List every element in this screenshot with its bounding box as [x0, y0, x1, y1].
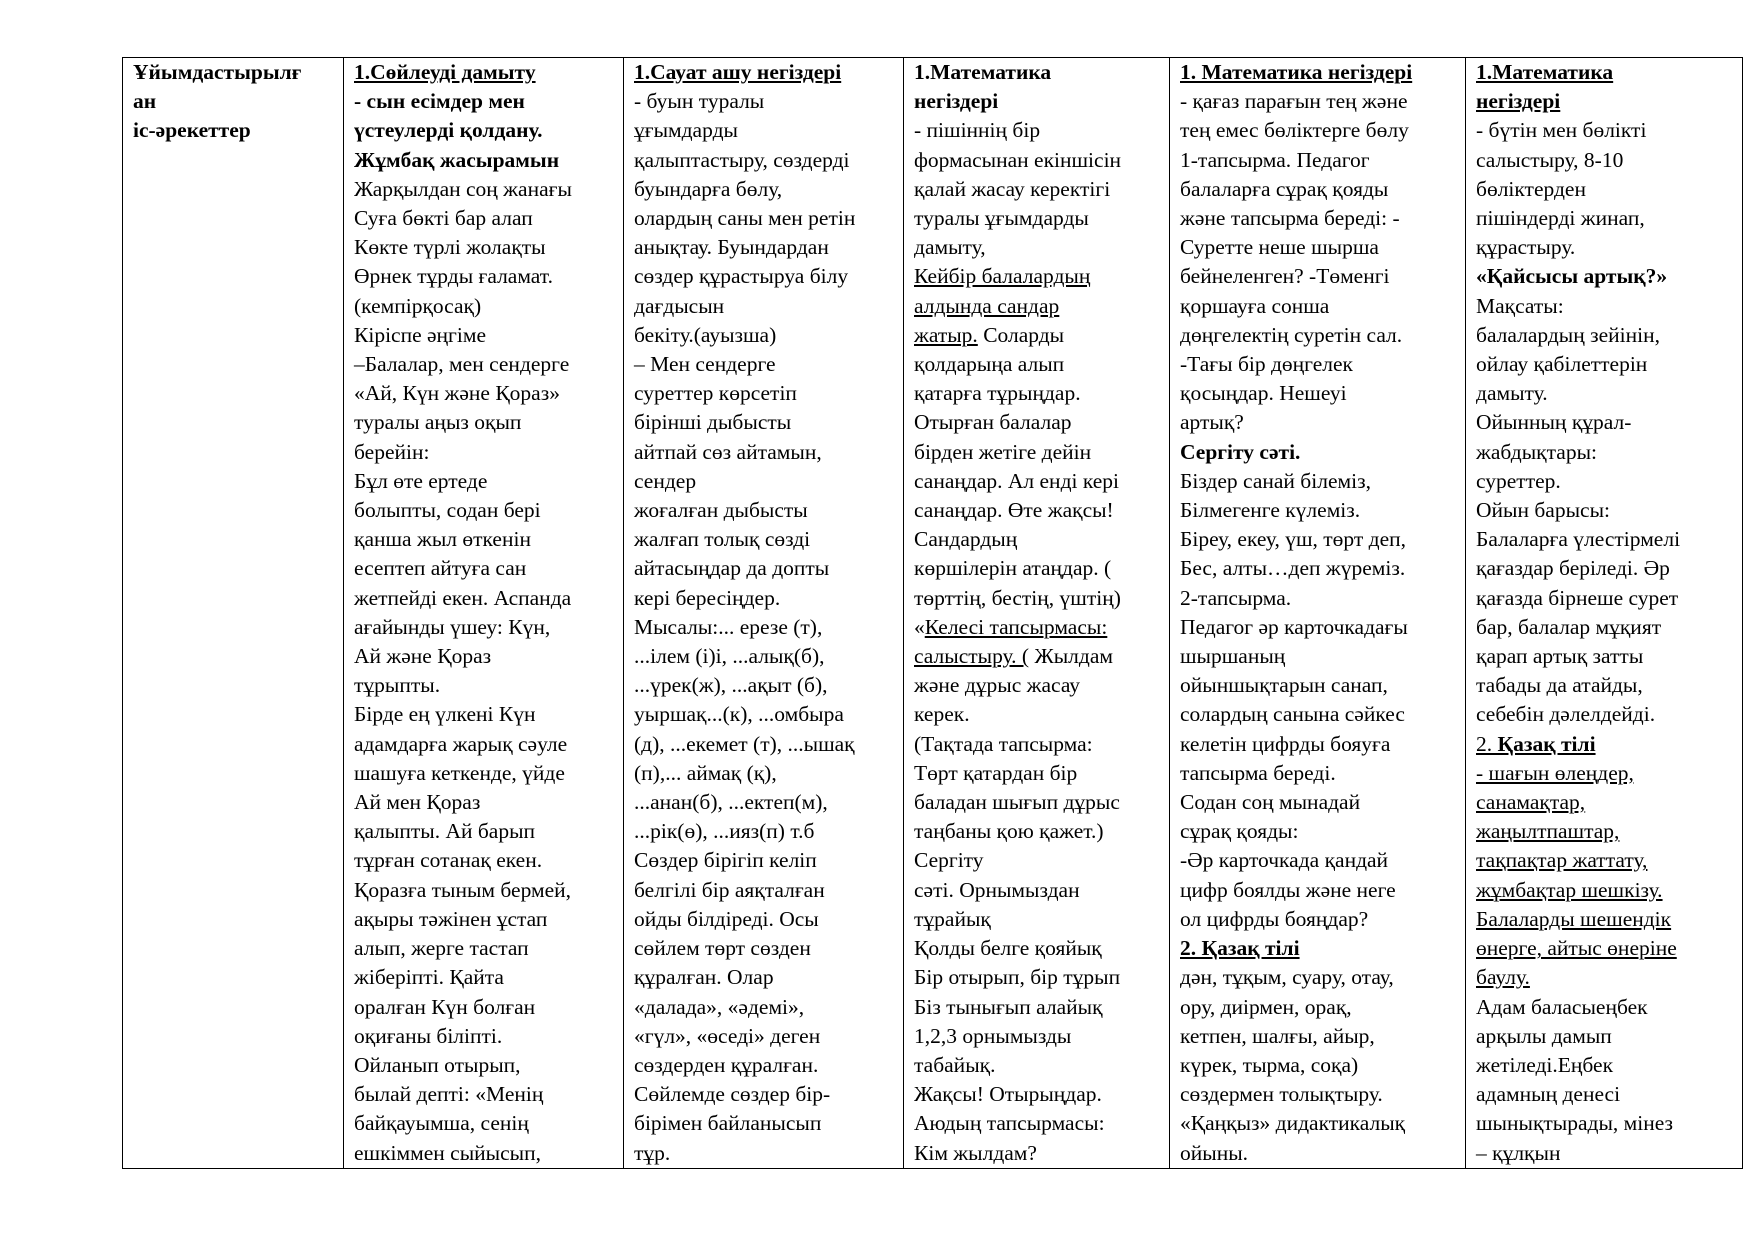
text-fragment: жатыр. [914, 322, 978, 347]
text-line: ...үрек(ж), ...ақыт (б), [634, 673, 828, 698]
text-line: Сергіту сәті. [1180, 439, 1301, 464]
text-line: - шағын өлеңдер, [1476, 760, 1634, 785]
text-line: Ай мен Қораз [354, 790, 481, 815]
text-line: «Қайсысы артық?» [1476, 264, 1668, 289]
text-line: негіздері [1476, 89, 1561, 114]
text-line: ...ілем (і)і, ...алық(б), [634, 644, 825, 669]
text-fragment: салыстыру. ( [914, 644, 1030, 669]
text-line: бірімен байланысып [634, 1111, 822, 1136]
text-line: кетпен, шалғы, айыр, [1180, 1023, 1375, 1048]
mathematics-kazakh-cell [1170, 58, 1466, 1169]
literacy-basics-cell [624, 58, 904, 1169]
text-line: және тапсырма береді: - [1180, 206, 1400, 231]
text-line: (Тақтада тапсырма: [914, 731, 1093, 756]
text-line: келетін цифрды бояуға [1180, 731, 1391, 756]
text-line: табады да атайды, [1476, 673, 1643, 698]
text-line: ұғымдарды [634, 118, 738, 143]
text-line: қоршауға сонша [1180, 293, 1330, 318]
text-line: жіберіпті. Қайта [354, 965, 504, 990]
text-line: Адам баласыеңбек [1476, 994, 1648, 1019]
text-line: айтпай сөз айтамын, [634, 439, 822, 464]
text-line [914, 613, 1163, 642]
text-line: күрек, тырма, соқа) [1180, 1052, 1359, 1077]
text-line: бар, балалар мұқият [1476, 614, 1662, 639]
text-line: ...рік(ө), ...ияз(п) т.б [634, 819, 815, 844]
text-line [1476, 730, 1736, 759]
text-line: айтасыңдар да допты [634, 556, 830, 581]
text-line: қағаздар беріледі. Әр [1476, 556, 1670, 581]
text-line: «далада», «әдемі», [634, 994, 805, 1019]
text-line: Кім жылдам? [914, 1140, 1037, 1165]
text-line: «Ай, Күн және Қораз» [354, 381, 560, 406]
text-line: санамақтар, [1476, 790, 1586, 815]
text-line: пішіндерді жинап, [1476, 206, 1645, 231]
text-line: Кіріспе әңгіме [354, 322, 486, 347]
text-line: шашуға кеткенде, үйде [354, 760, 565, 785]
text-line: сөздерден құралған. [634, 1052, 819, 1077]
text-line: Ұйымдастырылғ [133, 60, 302, 84]
text-line: дамыту, [914, 235, 986, 260]
text-line: және дұрыс жасау [914, 673, 1081, 698]
text-line: сөздермен толықтыру. [1180, 1082, 1383, 1107]
text-line: қалыптастыру, сөздерді [634, 147, 850, 172]
text-line: бірден жетіге дейін [914, 439, 1092, 464]
text-line: ойлау қабілеттерін [1476, 352, 1648, 377]
text-line: адамдарға жарық сәуле [354, 731, 568, 756]
text-line: кері бересіңдер. [634, 585, 781, 610]
text-line: көршілерін атаңдар. ( [914, 556, 1112, 581]
text-line: оқиғаны біліпті. [354, 1023, 503, 1048]
text-line: Кейбір балалардың [914, 264, 1091, 289]
text-line: 1.Сөйлеуді дамыту [354, 60, 536, 84]
text-line: сөйлем төрт сөзден [634, 936, 811, 961]
text-line: Отырған балалар [914, 410, 1072, 435]
text-line: Біреу, екеу, үш, төрт деп, [1180, 527, 1407, 552]
text-line: Аюдың тапсырмасы: [914, 1111, 1105, 1136]
text-line: Содан соң мынадай [1180, 790, 1361, 815]
text-line: негіздері [914, 89, 999, 114]
text-line [914, 642, 1163, 671]
text-line: болыпты, содан бері [354, 498, 541, 523]
text-line: олардың саны мен ретін [634, 206, 856, 231]
text-line: байқауымша, сенің [354, 1111, 529, 1136]
text-line: Жұмбақ жасырамын [354, 147, 560, 172]
text-line: Сергіту [914, 848, 984, 873]
text-line: ол цифрды бояңдар? [1180, 906, 1369, 931]
text-line: Бір отырып, бір тұрып [914, 965, 1121, 990]
text-line: Ойынның құрал- [1476, 410, 1632, 435]
text-line: – Мен сендерге [634, 352, 776, 377]
text-line: солардың санына сәйкес [1180, 702, 1405, 727]
text-line: - бүтін мен бөлікті [1476, 118, 1647, 143]
text-line: үстеулерді қолдану. [354, 118, 543, 143]
text-line: төрттің, бестің, үштің) [914, 585, 1121, 610]
text-line: жаңылтпаштар, [1476, 819, 1620, 844]
text-line: - буын туралы [634, 89, 765, 114]
text-line: бейнеленген? -Төменгі [1180, 264, 1390, 289]
text-line: ешкіммен сыйысып, [354, 1140, 541, 1165]
text-line: бекіту.(ауызша) [634, 322, 777, 347]
text-line: - қағаз парағын тең және [1180, 89, 1408, 114]
text-line: –Балалар, мен сендерге [354, 352, 570, 377]
text-line: сендер [634, 468, 697, 493]
text-line: Педагог әр карточкадағы [1180, 614, 1408, 639]
table-row [123, 58, 1743, 1169]
text-line: ақыры тәжінен ұстап [354, 906, 548, 931]
text-line: дамыту. [1476, 381, 1548, 406]
text-line: санаңдар. Өте жақсы! [914, 498, 1114, 523]
text-line: алдында сандар [914, 293, 1060, 318]
text-line: есептеп айтуға сан [354, 556, 527, 581]
text-line: (кемпірқосақ) [354, 293, 482, 318]
text-line: құралған. Олар [634, 965, 774, 990]
text-fragment: Қазақ тілі [1497, 731, 1596, 756]
text-line: Балаларға үлестірмелі [1476, 527, 1681, 552]
text-fragment: « [914, 614, 925, 639]
text-line: салыстыру, 8-10 [1476, 147, 1624, 172]
text-line: уыршақ...(к), ...омбыра [634, 702, 844, 727]
text-line: Балаларды шешендік [1476, 906, 1672, 931]
text-line: «гүл», «өседі» деген [634, 1023, 821, 1048]
text-line: формасынан екіншісін [914, 147, 1122, 172]
text-line: тұрайық [914, 906, 991, 931]
text-line: 2. Қазақ тілі [1180, 936, 1300, 961]
text-line: (п),... аймақ (қ), [634, 760, 777, 785]
text-line: ойыншықтарын санап, [1180, 673, 1388, 698]
text-line: ан [133, 89, 157, 114]
text-line: қалыпты. Ай барып [354, 819, 536, 844]
text-line: ойды білдіреді. Осы [634, 906, 819, 931]
text-line: 1.Математика [1476, 60, 1614, 84]
text-line: жетіледі.Еңбек [1476, 1052, 1614, 1077]
text-line: Жақсы! Отырыңдар. [914, 1082, 1102, 1107]
text-line: себебін дәлелдейді. [1476, 702, 1656, 727]
text-line: тұрыпты. [354, 673, 441, 698]
text-line: қолдарыңа алып [914, 352, 1065, 377]
text-line: анықтау. Буындардан [634, 235, 829, 260]
text-line: 1.Математика [914, 60, 1052, 84]
text-line: ору, диірмен, орақ, [1180, 994, 1352, 1019]
text-line: қағазда бірнеше сурет [1476, 585, 1679, 610]
text-line: ...анан(б), ...ектеп(м), [634, 790, 828, 815]
text-line: (д), ...екемет (т), ...ышақ [634, 731, 855, 756]
text-line: арқылы дамып [1476, 1023, 1612, 1048]
text-line: сөздер құрастыруа білу [634, 264, 849, 289]
text-line: суреттер. [1476, 468, 1561, 493]
text-line: балаларға сұрақ қояды [1180, 176, 1389, 201]
mathematics-kazakh-language-cell [1466, 58, 1743, 1169]
text-line: тұр. [634, 1140, 671, 1165]
text-line: туралы ұғымдарды [914, 206, 1089, 231]
text-line: қарап артық затты [1476, 644, 1644, 669]
text-line: Бірде ең үлкені Күн [354, 702, 536, 727]
text-line: цифр боялды және неге [1180, 877, 1396, 902]
text-line: жұмбақтар шешкізу. [1476, 877, 1663, 902]
lesson-plan-table [122, 57, 1743, 1169]
mathematics-basics-cell [904, 58, 1170, 1169]
text-line: - сын есімдер мен [354, 89, 525, 114]
text-line: Көкте түрлі жолақты [354, 235, 546, 260]
text-line: сәті. Орнымыздан [914, 877, 1080, 902]
text-line: 2-тапсырма. [1180, 585, 1292, 610]
text-line: - пішіннің бір [914, 118, 1041, 143]
text-fragment: Соларды [977, 322, 1065, 347]
speech-development-cell [344, 58, 624, 1169]
text-line: іс-әрекеттер [133, 118, 251, 143]
text-line: ойыны. [1180, 1140, 1249, 1165]
text-line: Суретте неше шырша [1180, 235, 1379, 260]
text-line: дағдысын [634, 293, 725, 318]
text-line: Сөйлемде сөздер бір- [634, 1082, 831, 1107]
text-line: жалғап толық сөзді [634, 527, 811, 552]
text-line: таңбаны қою қажет.) [914, 819, 1104, 844]
text-line: Қолды белге қояйық [914, 936, 1102, 961]
text-line: қанша жыл өткенін [354, 527, 531, 552]
text-line: Ай және Қораз [354, 644, 492, 669]
text-line: ағайынды үшеу: Күн, [354, 614, 551, 639]
text-line: шынықтырады, мінез [1476, 1111, 1674, 1136]
text-line: Біздер санай білеміз, [1180, 468, 1371, 493]
text-line: тапсырма береді. [1180, 760, 1336, 785]
text-line: Ойланып отырып, [354, 1052, 521, 1077]
text-line: жетпейді екен. Аспанда [354, 585, 572, 610]
text-line: «Қаңқыз» дидактикалық [1180, 1111, 1406, 1136]
text-line: Сөздер бірігіп келіп [634, 848, 817, 873]
text-line: дән, тұқым, суару, отау, [1180, 965, 1394, 990]
text-fragment: Келесі тапсырмасы: [924, 614, 1108, 639]
text-line: артық? [1180, 410, 1244, 435]
text-line: қосыңдар. Нешеуі [1180, 381, 1347, 406]
text-line: белгілі бір аяқталған [634, 877, 825, 902]
text-line: тақпақтар жаттату, [1476, 848, 1648, 873]
text-line: дөңгелектің суретін сал. [1180, 322, 1403, 347]
text-line [914, 321, 1163, 350]
text-line: суреттер көрсетіп [634, 381, 797, 406]
text-line: оралған Күн болған [354, 994, 536, 1019]
text-line: тұрған сотанақ екен. [354, 848, 543, 873]
text-line: құрастыру. [1476, 235, 1576, 260]
text-line: адамның денесі [1476, 1082, 1621, 1107]
text-line: Мақсаты: [1476, 293, 1564, 318]
text-line: Ойын барысы: [1476, 498, 1610, 523]
text-line: Қоразға тыным бермей, [354, 877, 572, 902]
text-line: қатарға тұрыңдар. [914, 381, 1081, 406]
text-line: алып, жерге тастап [354, 936, 529, 961]
text-line: шыршаның [1180, 644, 1286, 669]
text-line: 1,2,3 орнымызды [914, 1023, 1072, 1048]
text-line: буындарға бөлу, [634, 176, 783, 201]
text-line: 1-тапсырма. Педагог [1180, 147, 1370, 172]
text-line: қалай жасау керектігі [914, 176, 1111, 201]
text-line: өнерге, айтыс өнеріне [1476, 936, 1677, 961]
text-line: бірінші дыбысты [634, 410, 792, 435]
text-line: Төрт қатардан бір [914, 760, 1078, 785]
text-line: 1.Сауат ашу негіздері [634, 60, 842, 84]
text-line: Білмегенге күлеміз. [1180, 498, 1361, 523]
text-line: былай депті: «Менің [354, 1082, 544, 1107]
text-line: -Тағы бір дөңгелек [1180, 352, 1353, 377]
text-line: жоғалған дыбысты [634, 498, 808, 523]
text-line: керек. [914, 702, 970, 727]
text-line: бөліктерден [1476, 176, 1586, 201]
text-line: Бұл өте ертеде [354, 468, 488, 493]
text-line: Жарқылдан соң жанағы [354, 176, 572, 201]
text-line: тең емес бөліктерге бөлу [1180, 118, 1409, 143]
text-line: баулу. [1476, 965, 1530, 990]
text-line: Мысалы:... ерезе (т), [634, 614, 823, 639]
text-line: табайық. [914, 1052, 996, 1077]
text-fragment: 2. [1476, 731, 1498, 756]
text-line: -Әр карточкада қандай [1180, 848, 1389, 873]
text-line: Суға бөкті бар алап [354, 206, 533, 231]
text-fragment: Жылдам [1029, 644, 1113, 669]
text-line: сұрақ қояды: [1180, 819, 1299, 844]
organized-activities-label-cell [123, 58, 344, 1169]
text-line: баладан шығып дұрыс [914, 790, 1120, 815]
text-line: берейін: [354, 439, 430, 464]
text-line: Біз тынығып алайық [914, 994, 1103, 1019]
text-line: 1. Математика негіздері [1180, 60, 1413, 84]
text-line: балалардың зейінін, [1476, 322, 1661, 347]
text-line: туралы аңыз оқып [354, 410, 522, 435]
text-line: – құлқын [1476, 1140, 1561, 1165]
text-line: Бес, алты…деп жүреміз. [1180, 556, 1406, 581]
text-line: санаңдар. Ал енді кері [914, 468, 1120, 493]
text-line: Өрнек тұрды ғаламат. [354, 264, 553, 289]
text-line: жабдықтары: [1476, 439, 1598, 464]
text-line: Сандардың [914, 527, 1018, 552]
